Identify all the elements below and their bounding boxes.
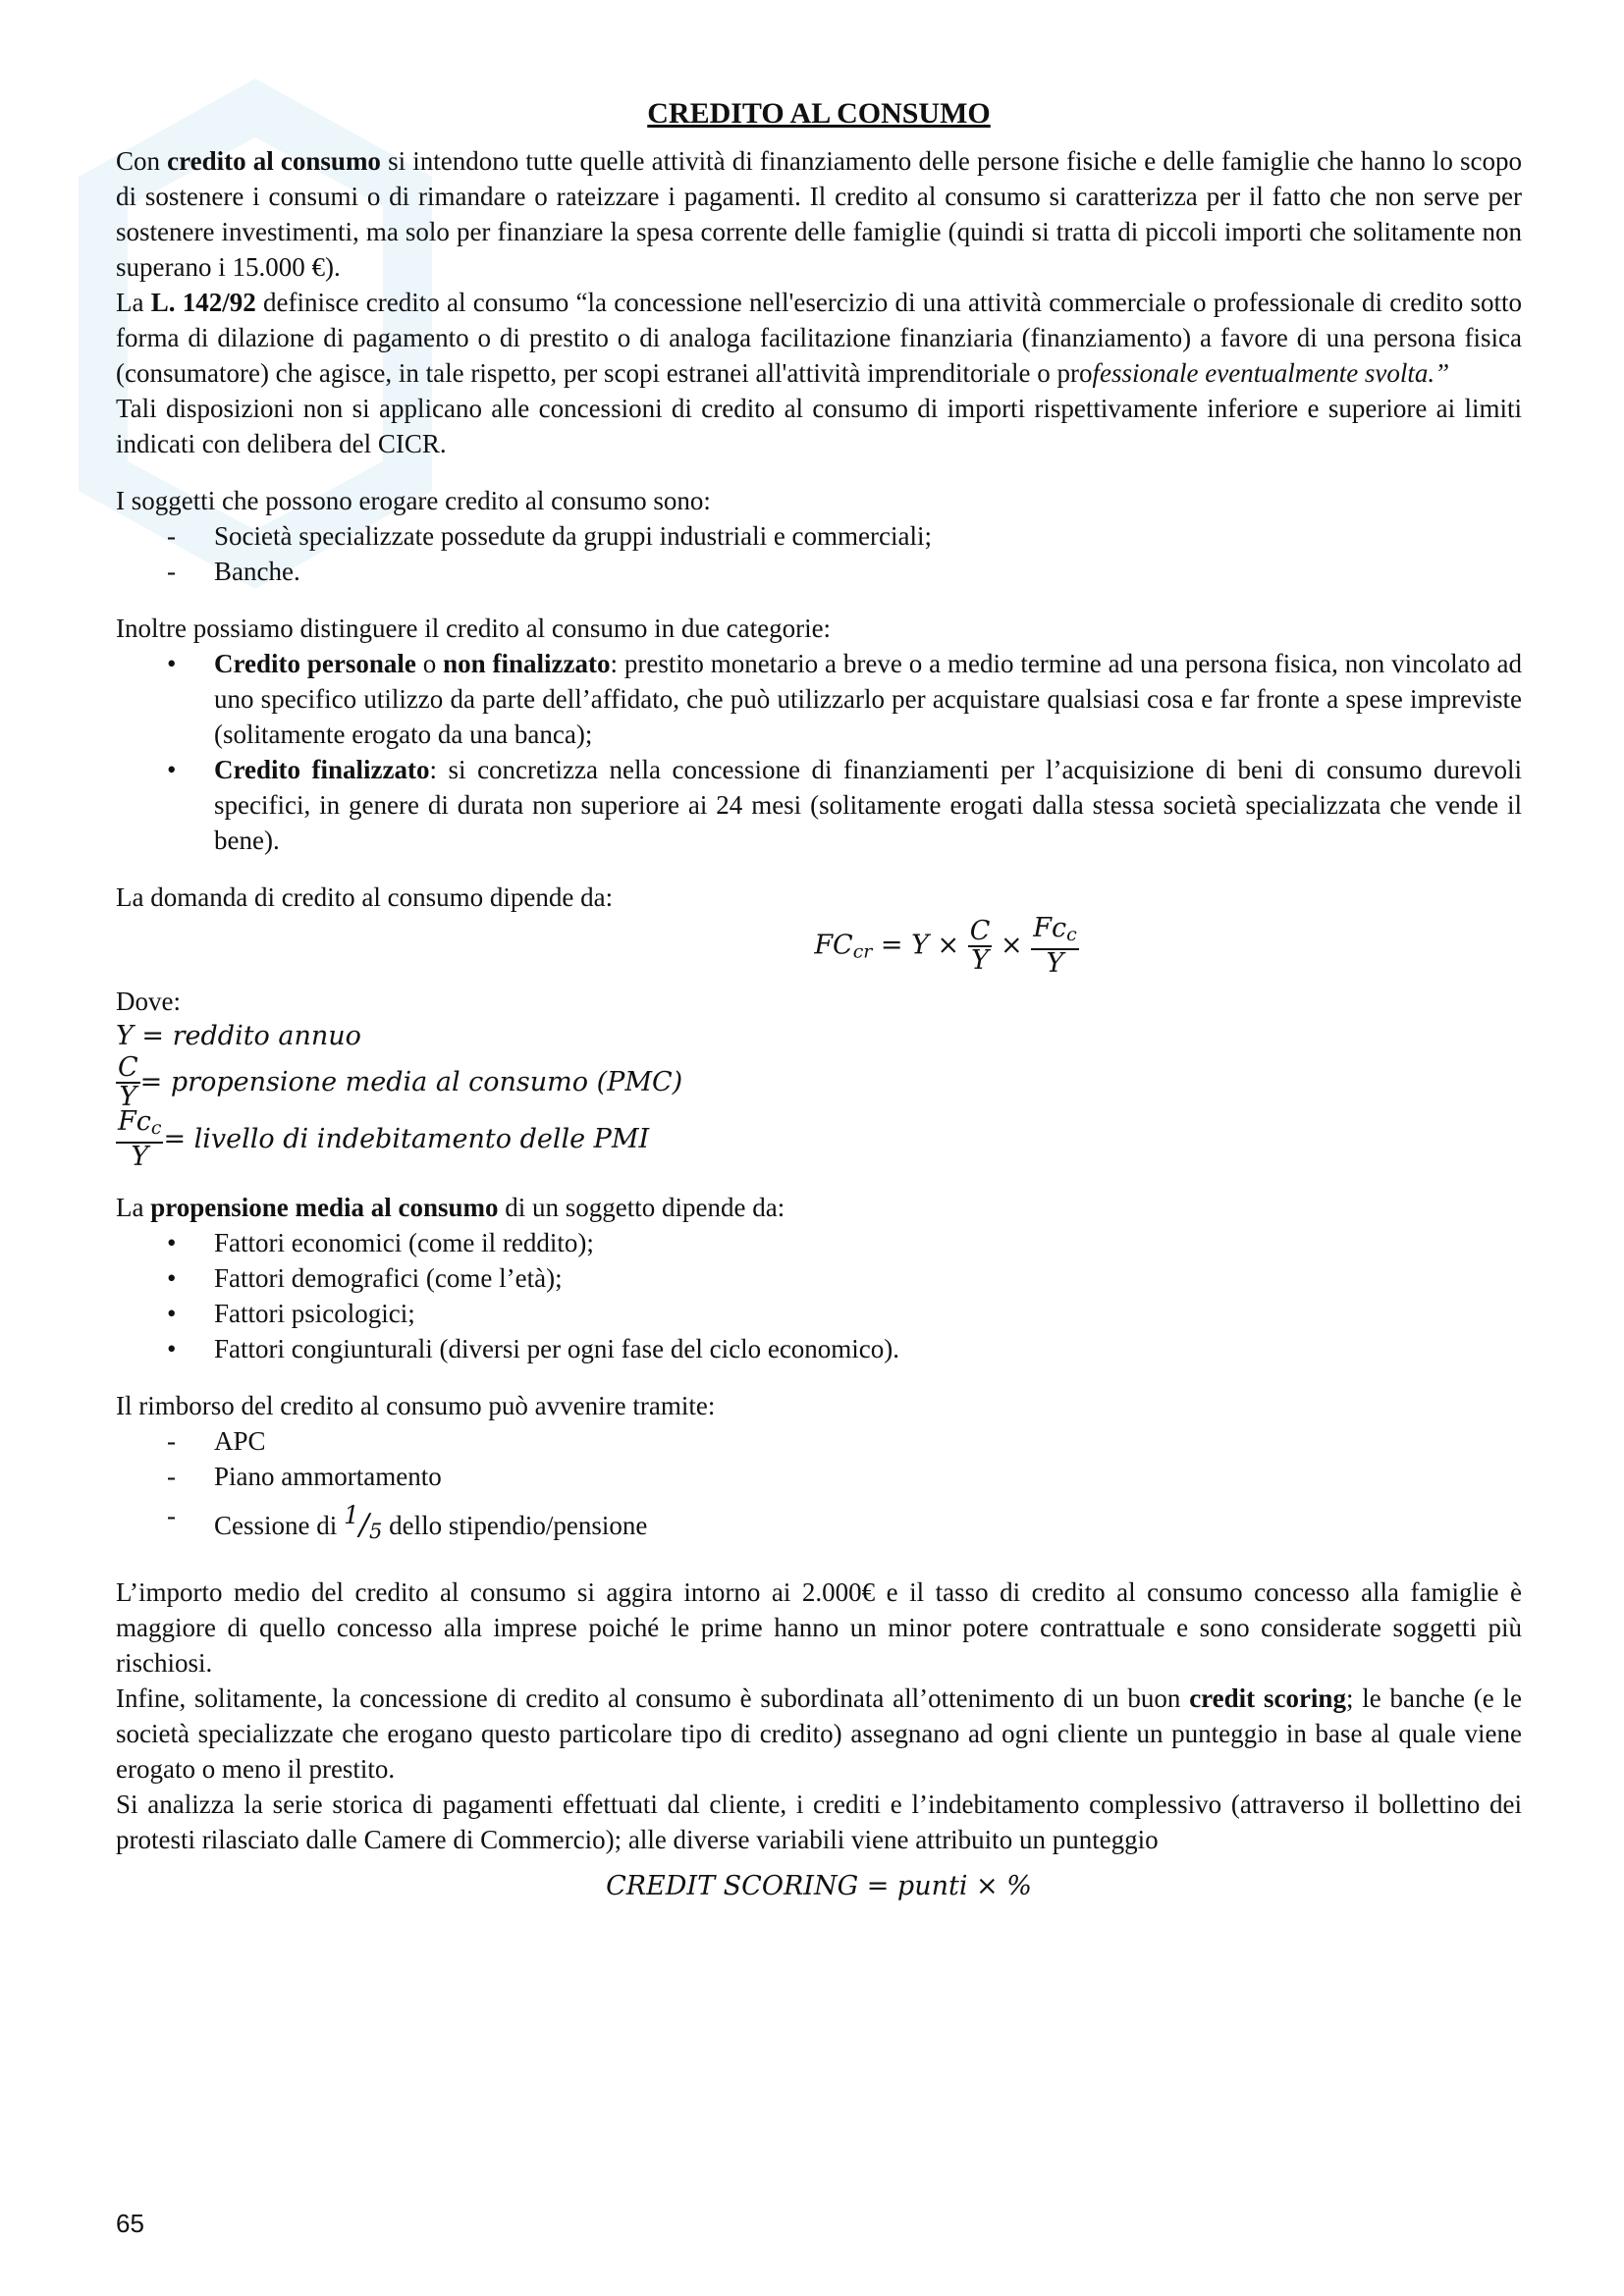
def-pmi: $\frac{Fc_c}{Y}$ = livello di indebitamento delle PMI xyxy=(118,1106,650,1172)
list-item: - Cessione di $^1/_5$ dello stipendio/pensione xyxy=(116,1494,1522,1553)
rimborso-lead: Il rimborso del credito al consumo può avvenire tramite: xyxy=(116,1391,716,1420)
list-item: • Fattori economici (come il reddito); xyxy=(116,1225,1522,1260)
intro-paragraph-2: La L. 142/92 definisce credito al consumo “la concessione nell'esercizio di una attività commerciale o professionale di credito sotto forma di dilazione di pagamento o di prestito o di analoga facilitazione finanziaria (finanziamento) a favore di una persona fisica (consumatore) che agisce, in tale rispetto, per scopi estranei all'attività imprenditoriale o professionale eventualmente svolta.” xyxy=(116,288,1522,388)
def-reddito: Y = reddito annuo xyxy=(116,1021,361,1051)
categorie-lead: Inoltre possiamo distinguere il credito al consumo in due categorie: xyxy=(116,614,832,643)
finale-paragraph-1: L’importo medio del credito al consumo si aggira intorno ai 2.000€ e il tasso di credito al consumo concesso alla famiglie è maggiore di quello concesso alla imprese poiché le prime hanno un minor potere contrattuale e sono considerate soggetti più rischiosi. xyxy=(116,1577,1522,1678)
list-item: • Fattori psicologici; xyxy=(116,1296,1522,1331)
intro-paragraph-1: Con credito al consumo si intendono tutte quelle attività di finanziamento delle persone fisiche e delle famiglie che hanno lo scopo di sostenere i consumi o di rimandare o rateizzare i pagamenti. Il credito al consumo si caratterizza per il fatto che non serve per sostenere investimenti, ma solo per finanziare la spesa corrente delle famiglie (quindi si tratta di piccoli importi che solitamente non superano i 15.000 €). xyxy=(116,146,1522,282)
list-item: • Credito finalizzato: si concretizza nella concessione di finanziamenti per l’acquisizione di beni di consumo durevoli specifici, in genere di durata non superiore ai 24 mesi (solitamente erogati dalla stessa società specializzata che vende il bene). xyxy=(116,752,1522,858)
list-item: • Fattori demografici (come l’età); xyxy=(116,1260,1522,1296)
rimborso-list xyxy=(116,1423,1522,1553)
equation-credit-scoring: CREDIT SCORING = punti × % xyxy=(606,1871,1032,1901)
categorie-list xyxy=(116,646,1522,858)
propensione-lead: La propensione media al consumo di un soggetto dipende da: xyxy=(116,1193,785,1222)
finale-paragraph-3: Si analizza la serie storica di pagamenti effettuati dal cliente, i crediti e l’indebitamento complessivo (attraverso il bollettino dei protesti rilasciato dalle Camere di Commercio); alle diverse variabili viene attribuito un punteggio xyxy=(116,1789,1522,1854)
def-pmc: $\frac{C}{Y}$ = propensione media al consumo (PMC) xyxy=(118,1052,683,1112)
propensione-list xyxy=(116,1225,1522,1366)
page-number: 65 xyxy=(116,2209,144,2238)
dove-label: Dove: xyxy=(116,987,181,1016)
list-item: - Piano ammortamento xyxy=(116,1459,1522,1494)
list-item: - Società specializzate possedute da gruppi industriali e commerciali; xyxy=(116,518,1522,554)
page-title: CREDITO AL CONSUMO xyxy=(647,97,991,130)
list-item: • Credito personale o non finalizzato: prestito monetario a breve o a medio termine ad una persona fisica, non vincolato ad uno specifico utilizzo da parte dell’affidato, che può utilizzarlo per acquistare qualsiasi cosa e far fronte a spese impreviste (solitamente erogato da una banca); xyxy=(116,646,1522,752)
list-item: • Fattori congiunturali (diversi per ogni fase del ciclo economico). xyxy=(116,1331,1522,1366)
intro-paragraph-3: Tali disposizioni non si applicano alle concessioni di credito al consumo di importi rispettivamente inferiore e superiore ai limiti indicati con delibera del CICR. xyxy=(116,394,1522,458)
soggetti-list xyxy=(116,518,1522,589)
finale-paragraph-2: Infine, solitamente, la concessione di credito al consumo è subordinata all’ottenimento di un buon credit scoring; le banche (e le società specializzate che erogano questo particolare tipo di credito) assegnano ad ogni cliente un punteggio in base al quale viene erogato o meno il prestito. xyxy=(116,1683,1522,1784)
list-item: - Banche. xyxy=(116,554,1522,589)
domanda-lead: La domanda di credito al consumo dipende da: xyxy=(116,882,614,912)
document-page xyxy=(116,94,1522,1904)
soggetti-lead: I soggetti che possono erogare credito al consumo sono: xyxy=(116,486,711,515)
list-item: - APC xyxy=(116,1423,1522,1459)
equation-fc: $FC_{cr} = Y$ × $\frac{C}{Y}$ × $\frac{Fc_c}{Y}$ xyxy=(814,913,1077,979)
